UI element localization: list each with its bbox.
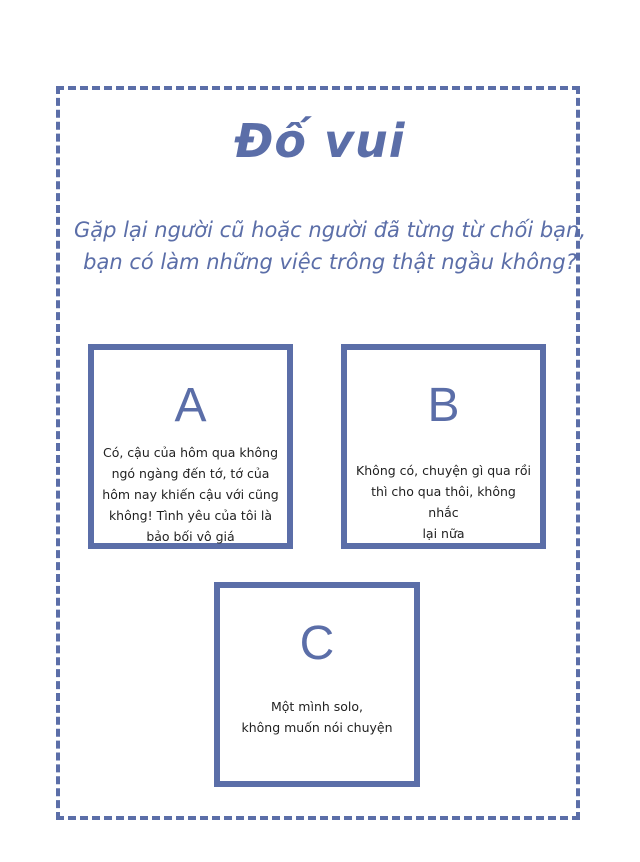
- option-b-letter: B: [427, 379, 460, 432]
- option-c-line: không muốn nói chuyện: [241, 720, 393, 735]
- page-title: Đố vui: [234, 114, 406, 168]
- option-a-line: Có, cậu của hôm qua không: [102, 445, 279, 460]
- option-a-line: ngó ngàng đến tớ, tớ của: [111, 466, 270, 481]
- quiz-question: [60, 214, 600, 278]
- option-c-card[interactable]: [214, 582, 420, 787]
- option-c-line: Một mình solo,: [270, 699, 364, 714]
- option-a-line: hôm nay khiến cậu với cũng: [102, 487, 279, 502]
- option-a-text: [102, 442, 279, 547]
- option-b-card[interactable]: [341, 344, 546, 549]
- option-b-text: [355, 460, 532, 544]
- option-b-line: thì cho qua thôi, không nhắc: [371, 484, 516, 520]
- option-c-text: [228, 696, 406, 738]
- option-a-line: bảo bối vô giá: [146, 529, 235, 544]
- question-line-2: bạn có làm những việc trông thật ngầu không?: [83, 250, 577, 274]
- option-b-line: lại nữa: [422, 526, 465, 541]
- option-a-card[interactable]: [88, 344, 293, 549]
- option-a-line: không! Tình yêu của tôi là: [108, 508, 273, 523]
- question-line-1: Gặp lại người cũ hoặc người đã từng từ chối bạn,: [73, 218, 587, 242]
- option-c-letter: C: [299, 617, 335, 670]
- option-b-line: Không có, chuyện gì qua rồi: [356, 463, 531, 478]
- option-a-letter: A: [174, 379, 207, 432]
